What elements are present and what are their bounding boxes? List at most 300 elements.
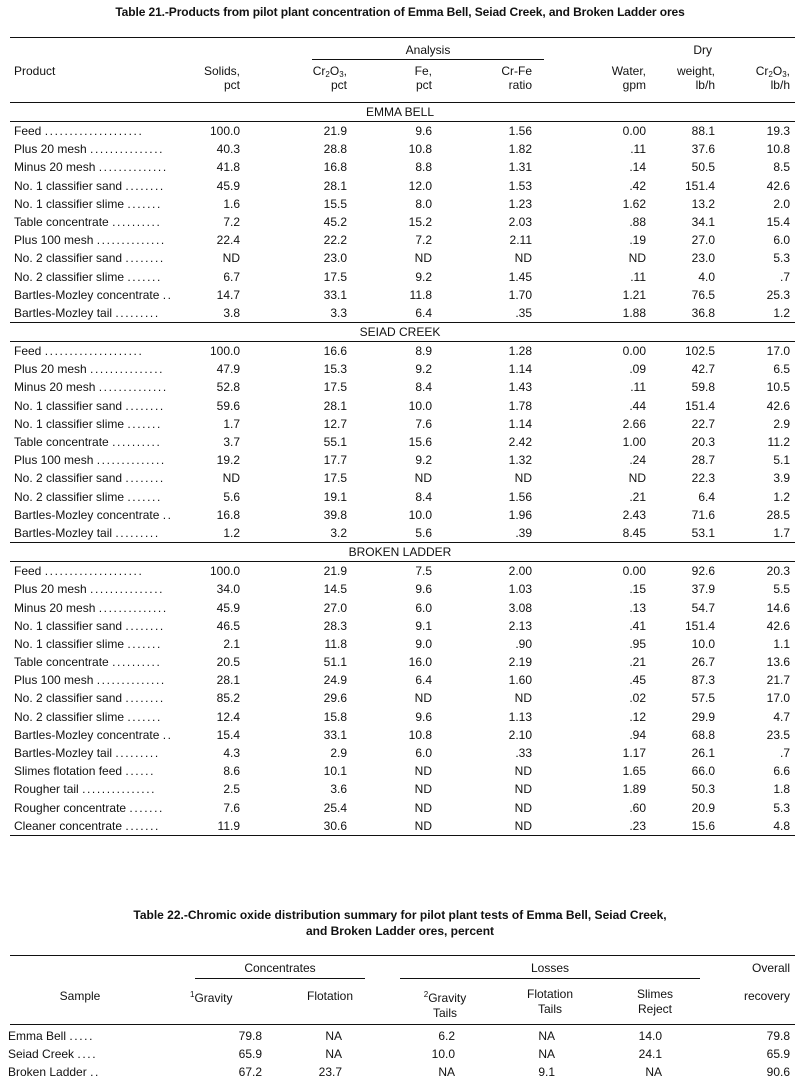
dry-weight-cell: 20.9 [691, 800, 715, 815]
dry-weight-cell: 26.7 [691, 655, 715, 670]
gravity-cell: 79.8 [238, 1029, 262, 1043]
table-row [0, 268, 800, 286]
product-label: Bartles-Mozley tail ......... [14, 746, 160, 760]
cr2o3-pct-cell: 29.6 [323, 691, 347, 706]
table-22-header [0, 957, 800, 1023]
water-cell: .21 [629, 655, 646, 670]
cr-fe-ratio-cell: 2.11 [509, 233, 532, 248]
product-label: Plus 20 mesh ............... [14, 142, 165, 157]
product-label: Plus 100 mesh .............. [14, 673, 166, 688]
cr2o3-pct-cell: 24.9 [323, 673, 347, 688]
leader-dots: .......... [112, 214, 162, 229]
fe-cell: 9.1 [415, 618, 432, 633]
cr2o3-lbh-cell: 15.4 [766, 214, 790, 229]
analysis-group-rule [312, 59, 544, 60]
water-cell: .02 [629, 691, 646, 706]
leader-dots: ...... [125, 764, 156, 779]
table-row [0, 213, 800, 231]
leader-dots: .. [162, 287, 173, 302]
product-label: Bartles-Mozley tail ......... [14, 525, 160, 540]
solids-cell: 45.9 [216, 600, 240, 615]
table-row [0, 469, 800, 487]
cr-fe-ratio-cell: 1.60 [508, 673, 532, 688]
gravity-cell: 65.9 [238, 1047, 262, 1061]
solids-cell: 19.2 [216, 453, 240, 468]
product-label: Feed .................... [14, 344, 144, 359]
cr2o3-pct-column-header: $Cr_2O_3$, pct [312, 64, 347, 92]
analysis-group-header: Analysis [405, 43, 451, 57]
table-21-top-rule [10, 37, 795, 38]
leader-dots: ........ [125, 618, 165, 633]
product-label: Feed .................... [14, 564, 144, 579]
leader-dots: ....... [127, 416, 162, 431]
gravity-tails-cell: 10.0 [431, 1047, 455, 1061]
flotation-cell: NA [325, 1029, 342, 1043]
product-label: No. 2 classifier slime ....... [14, 709, 162, 724]
water-cell: .24 [629, 453, 646, 468]
cr2o3-pct-cell: 55.1 [323, 435, 347, 449]
solids-cell: 34.0 [216, 582, 240, 597]
fe-cell: 6.0 [415, 746, 432, 760]
water-cell: .95 [629, 636, 646, 651]
fe-cell: 9.6 [415, 709, 432, 724]
sample-label: Emma Bell ..... [8, 1029, 95, 1043]
fe-cell: 8.4 [415, 380, 432, 395]
cr2o3-lbh-cell: 6.5 [773, 362, 790, 377]
leader-dots: ....... [127, 269, 162, 284]
cr2o3-pct-cell: 21.9 [323, 564, 347, 579]
table-row [0, 506, 800, 524]
table-row [0, 415, 800, 433]
flotation-tails-cell: 9.1 [538, 1065, 555, 1079]
flotation-tails-cell: NA [538, 1047, 555, 1061]
fe-cell: 15.2 [408, 214, 432, 229]
water-cell: .60 [629, 800, 646, 815]
table-row [0, 1027, 800, 1045]
cr2o3-lbh-cell: 6.0 [773, 233, 790, 248]
cr2o3-pct-cell: 17.5 [323, 380, 347, 395]
concentrates-group-header: Concentrates [244, 961, 316, 975]
dry-weight-cell: 66.0 [691, 764, 715, 779]
fe-cell: ND [414, 251, 432, 266]
table-row [0, 599, 800, 617]
cr2o3-lbh-cell: 28.5 [766, 507, 790, 522]
solids-cell: 7.2 [223, 214, 240, 229]
leader-dots: ....... [127, 709, 162, 724]
gravity-tails-cell: 6.2 [438, 1029, 455, 1043]
flotation-concentrate-header: Flotation [306, 989, 354, 1003]
cr2o3-pct-cell: 3.3 [330, 305, 347, 320]
table-22-caption [0, 907, 800, 939]
solids-cell: 2.1 [223, 636, 240, 651]
cr-fe-ratio-cell: ND [514, 764, 532, 779]
overall-header: Overall [751, 961, 790, 975]
table-row [0, 817, 800, 835]
cr2o3-lbh-cell: 21.7 [766, 673, 790, 688]
water-cell: 1.89 [622, 782, 646, 797]
solids-cell: 6.7 [223, 269, 240, 284]
leader-dots: ......... [115, 525, 160, 540]
cr-fe-ratio-cell: 1.23 [508, 196, 532, 211]
dry-weight-cell: 15.6 [691, 818, 715, 833]
cr2o3-lbh-cell: 6.6 [773, 764, 790, 779]
fe-cell: 6.0 [415, 600, 432, 615]
product-label: No. 2 classifier sand ........ [14, 691, 165, 706]
cr2o3-lbh-cell: 20.3 [766, 564, 790, 579]
cr2o3-pct-cell: 15.5 [323, 196, 347, 211]
dry-weight-cell: 151.4 [684, 178, 715, 193]
cr2o3-lbh-cell: 8.5 [773, 160, 790, 175]
fe-cell: 12.0 [408, 178, 432, 193]
water-cell: .11 [630, 142, 646, 157]
fe-cell: 9.6 [415, 124, 432, 138]
overall-recovery-cell: 90.6 [766, 1065, 790, 1079]
solids-cell: 7.6 [223, 800, 240, 815]
dry-weight-cell: 23.0 [691, 251, 715, 266]
leader-dots: .......... [112, 655, 162, 670]
product-label: Plus 20 mesh ............... [14, 362, 165, 377]
cr2o3-pct-cell: 25.4 [323, 800, 347, 815]
losses-group-header: Losses [530, 961, 570, 975]
table-21-body [0, 103, 800, 836]
fe-cell: 6.4 [415, 673, 432, 688]
flotation-tails-cell: NA [538, 1029, 555, 1043]
solids-cell: 52.8 [216, 380, 240, 395]
leader-dots: ........ [125, 471, 165, 486]
product-label: Table concentrate .......... [14, 435, 162, 449]
cr2o3-pct-cell: 16.8 [323, 160, 347, 175]
cr2o3-pct-cell: 12.7 [323, 416, 347, 431]
fe-cell: 10.0 [408, 398, 432, 413]
leader-dots: ....... [127, 196, 162, 211]
cr-fe-ratio-cell: 1.13 [508, 709, 532, 724]
dry-weight-cell: 57.5 [691, 691, 715, 706]
table-row [0, 1063, 800, 1081]
product-label: Minus 20 mesh .............. [14, 600, 168, 615]
dry-weight-cell: 37.6 [691, 142, 715, 157]
dry-weight-cell: 27.0 [691, 233, 715, 248]
cr2o3-lbh-cell: 10.5 [766, 380, 790, 395]
cr2o3-lbh-cell: 10.8 [766, 142, 790, 157]
water-cell: ND [628, 471, 646, 486]
product-label: Cleaner concentrate ....... [14, 818, 160, 833]
dry-weight-cell: 29.9 [691, 709, 715, 724]
water-cell: 0.00 [622, 124, 646, 138]
solids-cell: 4.3 [223, 746, 240, 760]
table-22-caption-line-2: and Broken Ladder ores, percent [305, 924, 495, 938]
solids-cell: 1.2 [223, 525, 240, 540]
table-row [0, 744, 800, 762]
fe-cell: 8.8 [415, 160, 432, 175]
water-cell: 1.88 [622, 305, 646, 320]
cr2o3-pct-cell: 21.9 [323, 124, 347, 138]
solids-cell: 45.9 [216, 178, 240, 193]
table-row [0, 488, 800, 506]
dry-weight-cell: 102.5 [684, 344, 715, 359]
table-row [0, 304, 800, 322]
cr2o3-lbh-cell: 42.6 [766, 178, 790, 193]
leader-dots: ....... [127, 636, 162, 651]
product-label: No. 1 classifier slime ....... [14, 636, 162, 651]
solids-cell: ND [222, 251, 240, 266]
product-label: Bartles-Mozley concentrate .. [14, 287, 173, 302]
cr2o3-lbh-column-header: $Cr_2O_3$, lb/h [755, 64, 790, 92]
leader-dots: .............. [96, 233, 166, 248]
cr2o3-pct-cell: 51.1 [323, 655, 347, 670]
water-cell: .88 [629, 214, 646, 229]
water-cell: .14 [629, 160, 646, 175]
solids-cell: 5.6 [223, 489, 240, 504]
cr2o3-pct-cell: 15.3 [323, 362, 347, 377]
cr2o3-lbh-cell: 13.6 [766, 655, 790, 670]
table-row [0, 671, 800, 689]
cr2o3-pct-cell: 15.8 [323, 709, 347, 724]
product-label: Plus 20 mesh ............... [14, 582, 165, 597]
solids-cell: ND [222, 471, 240, 486]
cr-fe-ratio-cell: 1.70 [508, 287, 532, 302]
cr2o3-lbh-cell: 42.6 [766, 618, 790, 633]
table-row [0, 195, 800, 213]
water-cell: .23 [629, 818, 646, 833]
cr2o3-lbh-cell: 5.3 [773, 800, 790, 815]
product-label: Plus 100 mesh .............. [14, 453, 166, 468]
water-cell: .13 [629, 600, 646, 615]
table-row [0, 433, 800, 451]
fe-cell: 8.4 [415, 489, 432, 504]
table-row [0, 231, 800, 249]
leader-dots: .................... [44, 564, 144, 579]
cr2o3-pct-cell: 28.1 [323, 398, 347, 413]
dry-weight-cell: 151.4 [684, 618, 715, 633]
water-cell: 1.65 [622, 764, 646, 779]
solids-cell: 12.4 [216, 709, 240, 724]
table-row [0, 617, 800, 635]
cr-fe-ratio-cell: ND [514, 800, 532, 815]
solids-cell: 8.6 [223, 764, 240, 779]
leader-dots: .............. [96, 453, 166, 468]
solids-cell: 100.0 [209, 124, 240, 138]
solids-cell: 1.7 [223, 416, 240, 431]
cr-fe-ratio-cell: 1.56 [508, 489, 532, 504]
sample-column-header: Sample [59, 989, 101, 1003]
cr-fe-ratio-cell: 1.78 [508, 398, 532, 413]
product-label: Table concentrate .......... [14, 655, 162, 670]
dry-weight-cell: 71.6 [691, 507, 715, 522]
cr2o3-pct-cell: 19.1 [323, 489, 347, 504]
solids-cell: 100.0 [209, 344, 240, 359]
cr2o3-lbh-cell: 1.7 [773, 525, 790, 540]
water-cell: 2.66 [622, 416, 646, 431]
section-title: EMMA BELL [365, 105, 435, 119]
fe-cell: ND [414, 800, 432, 815]
cr2o3-pct-cell: 17.5 [323, 471, 347, 486]
water-cell: 0.00 [622, 344, 646, 359]
product-label: No. 2 classifier slime ....... [14, 489, 162, 504]
cr2o3-lbh-cell: 19.3 [766, 124, 790, 138]
leader-dots: ......... [115, 746, 160, 760]
cr-fe-ratio-cell: 1.14 [508, 416, 532, 431]
cr2o3-pct-cell: 17.5 [323, 269, 347, 284]
cr2o3-pct-cell: 3.2 [330, 525, 347, 540]
product-column-header: Product [14, 64, 56, 78]
slimes-reject-header: Slimes Reject [636, 987, 673, 1016]
fe-cell: 9.6 [415, 582, 432, 597]
fe-cell: 9.2 [415, 269, 432, 284]
section-title: SEIAD CREEK [359, 325, 441, 340]
leader-dots: .............. [98, 160, 168, 175]
product-label: No. 1 classifier slime ....... [14, 416, 162, 431]
table-row [0, 342, 800, 360]
product-label: Bartles-Mozley tail ......... [14, 305, 160, 320]
dry-header-top: Dry [693, 43, 712, 57]
cr2o3-pct-cell: 22.2 [323, 233, 347, 248]
product-label: Minus 20 mesh .............. [14, 160, 168, 175]
cr2o3-pct-cell: 16.6 [323, 344, 347, 359]
flotation-tails-header: Flotation Tails [526, 987, 574, 1016]
table-row [0, 635, 800, 653]
solids-cell: 3.7 [223, 435, 240, 449]
water-cell: .94 [629, 727, 646, 742]
section-title: BROKEN LADDER [348, 545, 452, 560]
leader-dots: ............... [90, 362, 165, 377]
dry-weight-column-header: weight, lb/h [676, 64, 715, 92]
cr-fe-ratio-cell: 2.13 [508, 618, 532, 633]
cr2o3-lbh-cell: 25.3 [766, 287, 790, 302]
dry-weight-cell: 53.1 [691, 525, 715, 540]
slimes-reject-cell: NA [645, 1065, 662, 1079]
cr-fe-ratio-cell: .35 [515, 305, 532, 320]
dry-weight-cell: 4.0 [698, 269, 715, 284]
table-row [0, 708, 800, 726]
cr-fe-ratio-cell: 1.82 [508, 142, 532, 157]
table-row [0, 122, 800, 140]
cr-fe-ratio-cell: 2.03 [508, 214, 532, 229]
cr-fe-ratio-cell: 1.43 [508, 380, 532, 395]
leader-dots: ......... [115, 305, 160, 320]
dry-weight-cell: 36.8 [691, 305, 715, 320]
cr2o3-lbh-cell: 5.3 [773, 251, 790, 266]
solids-cell: 15.4 [216, 727, 240, 742]
leader-dots: .... [77, 1047, 98, 1061]
cr2o3-lbh-cell: 2.9 [773, 416, 790, 431]
leader-dots: .................... [44, 124, 144, 138]
dry-weight-cell: 87.3 [691, 673, 715, 688]
table-row [0, 726, 800, 744]
cr-fe-ratio-cell: 2.19 [508, 655, 532, 670]
table-22-header-rule [10, 1024, 795, 1025]
fe-column-header: Fe, pct [414, 64, 432, 92]
dry-weight-cell: 37.9 [691, 582, 715, 597]
cr-fe-ratio-cell: 1.14 [508, 362, 532, 377]
cr-fe-ratio-cell: 1.32 [508, 453, 532, 468]
dry-weight-cell: 6.4 [698, 489, 715, 504]
cr2o3-lbh-cell: .7 [779, 269, 790, 284]
sample-label: Broken Ladder .. [8, 1065, 100, 1079]
leader-dots: .............. [96, 673, 166, 688]
fe-cell: ND [414, 764, 432, 779]
cr-fe-ratio-cell: .39 [515, 525, 532, 540]
table-row [0, 524, 800, 542]
fe-cell: 10.8 [408, 142, 432, 157]
overall-recovery-cell: 79.8 [766, 1029, 790, 1043]
cr2o3-pct-cell: 10.1 [323, 764, 347, 779]
cr2o3-lbh-cell: 14.6 [766, 600, 790, 615]
table-row [0, 158, 800, 176]
cr-fe-ratio-cell: .90 [515, 636, 532, 651]
product-label: No. 2 classifier slime ....... [14, 269, 162, 284]
product-label: No. 1 classifier slime ....... [14, 196, 162, 211]
dry-weight-cell: 42.7 [691, 362, 715, 377]
cr2o3-lbh-cell: 2.0 [773, 196, 790, 211]
cr-fe-ratio-cell: 2.42 [508, 435, 532, 449]
dry-weight-cell: 88.1 [691, 124, 715, 138]
water-cell: 2.43 [622, 507, 646, 522]
table-row [0, 286, 800, 304]
water-cell: .45 [629, 673, 646, 688]
table-row [0, 799, 800, 817]
table-row [0, 140, 800, 158]
leader-dots: ........ [125, 398, 165, 413]
cr2o3-pct-cell: 14.5 [323, 582, 347, 597]
water-cell: .09 [629, 362, 646, 377]
cr2o3-pct-cell: 45.2 [323, 214, 347, 229]
flotation-cell: NA [325, 1047, 342, 1061]
water-cell: 1.17 [622, 746, 646, 760]
solids-cell: 85.2 [216, 691, 240, 706]
table-21-bottom-rule [10, 835, 795, 836]
table-row [0, 762, 800, 780]
fe-cell: 9.2 [415, 453, 432, 468]
leader-dots: .......... [112, 435, 162, 449]
dry-weight-cell: 22.7 [691, 416, 715, 431]
cr-fe-ratio-cell: 1.45 [508, 269, 532, 284]
cr-fe-ratio-column-header: Cr-Fe ratio [501, 64, 532, 92]
solids-cell: 3.8 [223, 305, 240, 320]
solids-cell: 59.6 [216, 398, 240, 413]
cr2o3-lbh-cell: 23.5 [766, 727, 790, 742]
solids-cell: 100.0 [209, 564, 240, 579]
water-cell: .11 [630, 380, 646, 395]
cr2o3-lbh-cell: 1.8 [773, 782, 790, 797]
table-row [0, 397, 800, 415]
dry-weight-cell: 54.7 [691, 600, 715, 615]
product-label: Plus 100 mesh .............. [14, 233, 166, 248]
dry-weight-cell: 68.8 [691, 727, 715, 742]
fe-cell: 10.8 [408, 727, 432, 742]
table-22-top-rule [10, 955, 795, 956]
product-label: Minus 20 mesh .............. [14, 380, 168, 395]
cr2o3-lbh-cell: 11.2 [767, 435, 790, 449]
cr2o3-pct-cell: 11.8 [324, 636, 347, 651]
cr2o3-lbh-cell: 17.0 [766, 344, 790, 359]
fe-cell: 6.4 [415, 305, 432, 320]
water-column-header: Water, gpm [611, 64, 646, 92]
product-label: Bartles-Mozley concentrate .. [14, 507, 173, 522]
cr2o3-pct-cell: 28.1 [323, 178, 347, 193]
leader-dots: ........ [125, 178, 165, 193]
dry-weight-cell: 28.7 [691, 453, 715, 468]
dry-weight-cell: 59.8 [691, 380, 715, 395]
dry-weight-cell: 10.0 [691, 636, 715, 651]
solids-cell: 20.5 [216, 655, 240, 670]
dry-weight-cell: 34.1 [691, 214, 715, 229]
leader-dots: ....... [125, 818, 160, 833]
water-cell: 8.45 [622, 525, 646, 540]
solids-cell: 11.9 [217, 818, 240, 833]
leader-dots: ....... [127, 489, 162, 504]
fe-cell: ND [414, 818, 432, 833]
solids-cell: 41.8 [216, 160, 240, 175]
